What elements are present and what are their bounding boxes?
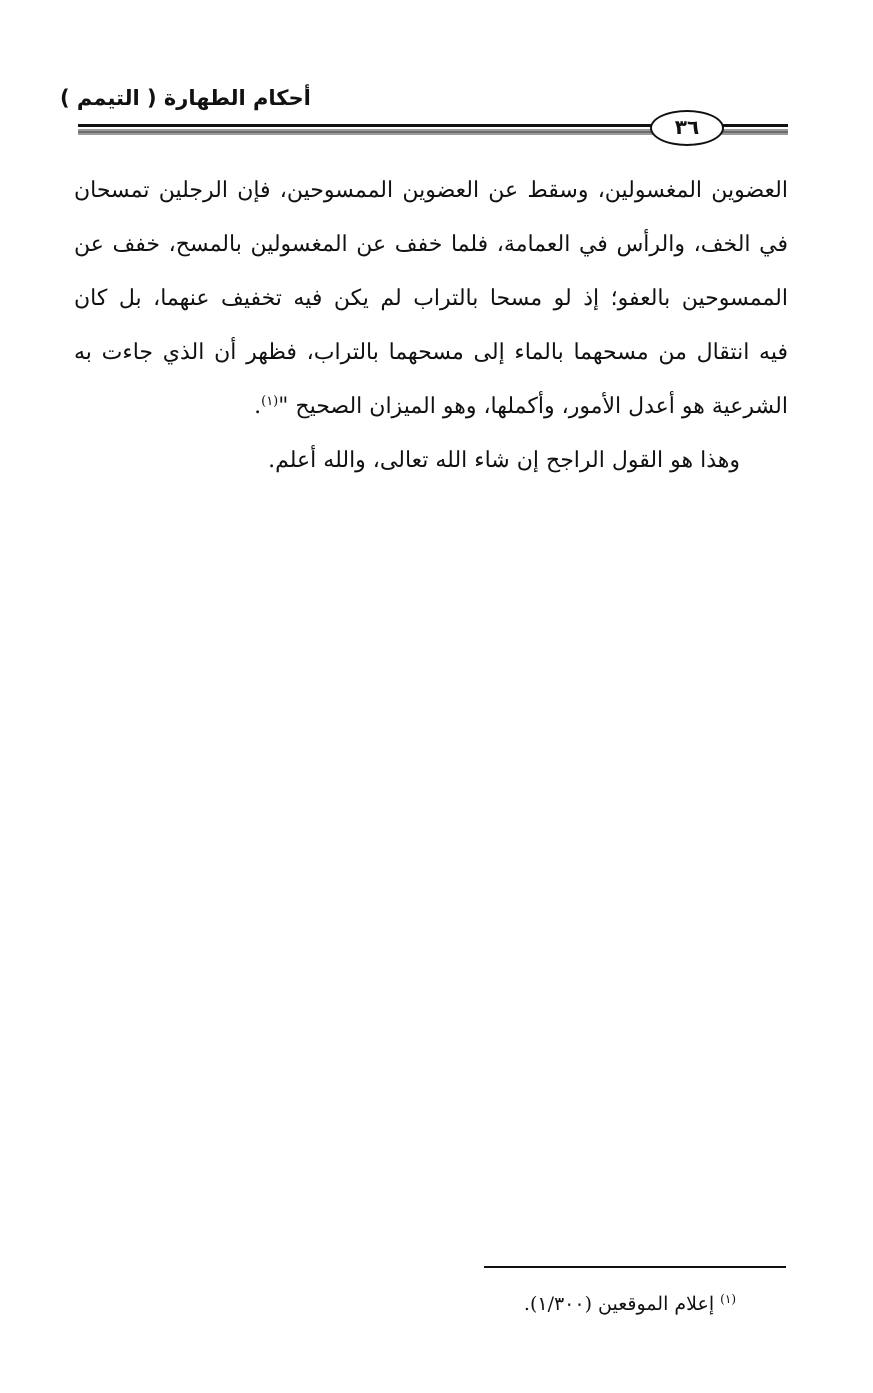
quote-end-line [74, 380, 788, 434]
page-number: ٣٦ [650, 110, 724, 146]
footnote-reference: (١) [261, 394, 279, 409]
conclusion-line: وهذا هو القول الراجح إن شاء الله تعالى، والله أعلم. [268, 448, 740, 473]
running-title: أحكام الطهارة ( التيمم ) [60, 86, 311, 110]
footnote-text: إعلام الموقعين (١/٣٠٠). [523, 1293, 715, 1315]
footnote-separator [484, 1266, 786, 1268]
main-text [74, 164, 788, 488]
quote-end-text: الشرعية هو أعدل الأمور، وأكملها، وهو الميزان الصحيح " [278, 394, 788, 419]
quote-end-punct: . [254, 394, 262, 419]
text-line: في الخف، والرأس في العمامة، فلما خفف عن المغسولين بالمسح، خفف عن [74, 232, 788, 257]
text-line: الممسوحين بالعفو؛ إذ لو مسحا بالتراب لم يكن فيه تخفيف عنهما، بل كان [74, 286, 788, 311]
footnote-marker: (١) [720, 1292, 736, 1306]
text-line: العضوين المغسولين، وسقط عن العضوين الممسوحين، فإن الرجلين تمسحان [74, 178, 788, 203]
footnote [400, 1290, 736, 1318]
text-line: فيه انتقال من مسحهما بالماء إلى مسحهما بالتراب، فظهر أن الذي جاءت به [74, 340, 788, 365]
